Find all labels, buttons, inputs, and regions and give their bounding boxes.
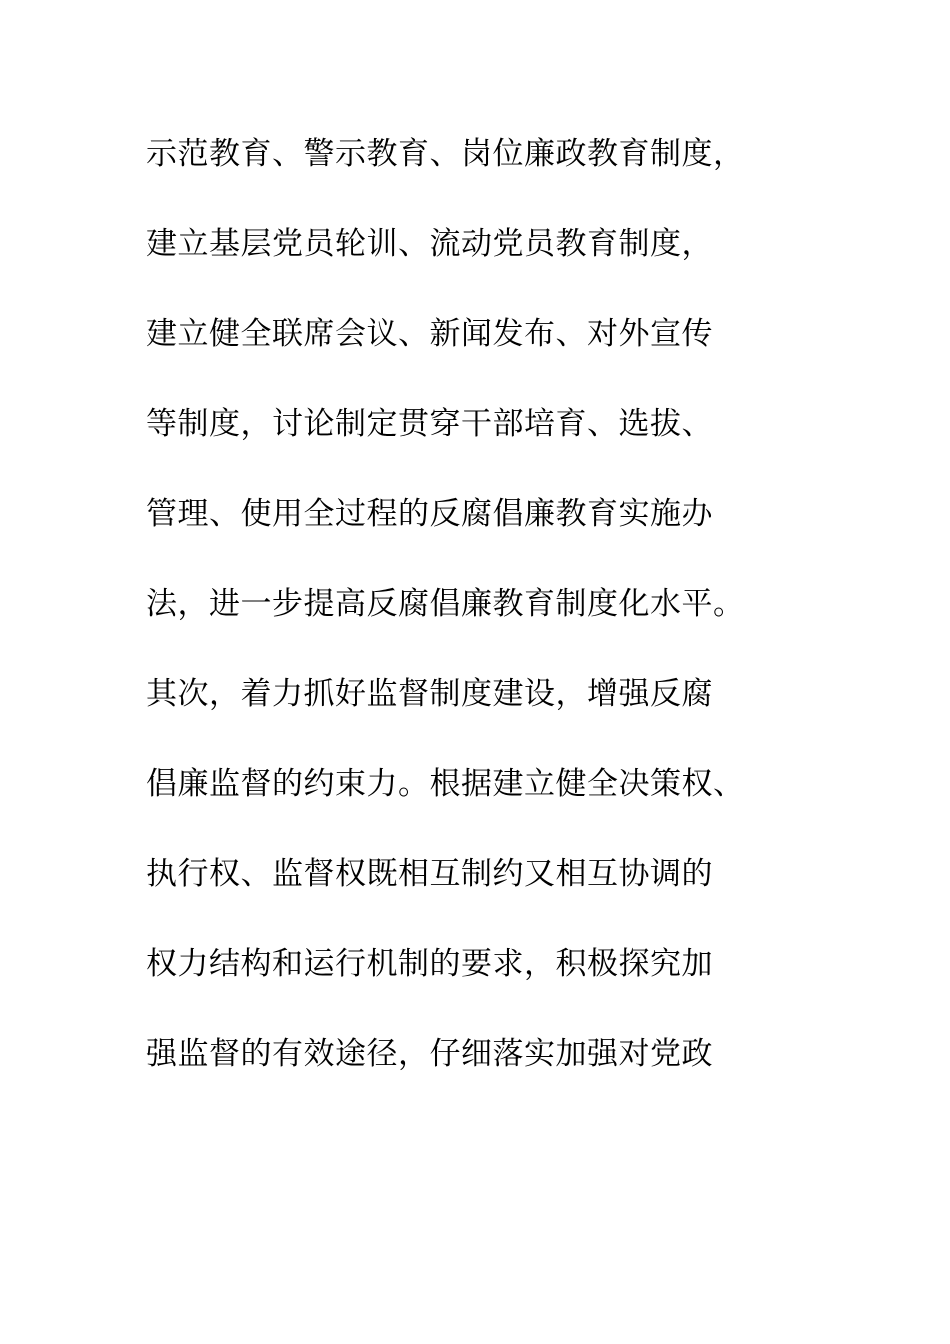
- text-line: 建立基层党员轮训、流动党员教育制度，: [146, 226, 713, 262]
- text-line: 法，进一步提高反腐倡廉教育制度化水平。: [146, 586, 745, 622]
- text-line: 其次，着力抓好监督制度建设，增强反腐: [146, 676, 713, 712]
- body-text: [146, 125, 826, 1115]
- text-line: 倡廉监督的约束力。根据建立健全决策权、: [146, 766, 745, 802]
- text-line: 强监督的有效途径，仔细落实加强对党政: [146, 1036, 713, 1072]
- text-line: 建立健全联席会议、新闻发布、对外宣传: [146, 316, 713, 352]
- text-line: 执行权、监督权既相互制约又相互协调的: [146, 856, 713, 892]
- text-line: 等制度，讨论制定贯穿干部培育、选拔、: [146, 406, 713, 442]
- text-line: 示范教育、警示教育、岗位廉政教育制度，: [146, 136, 745, 172]
- text-line: 管理、使用全过程的反腐倡廉教育实施办: [146, 496, 713, 532]
- text-line: 权力结构和运行机制的要求，积极探究加: [146, 946, 713, 982]
